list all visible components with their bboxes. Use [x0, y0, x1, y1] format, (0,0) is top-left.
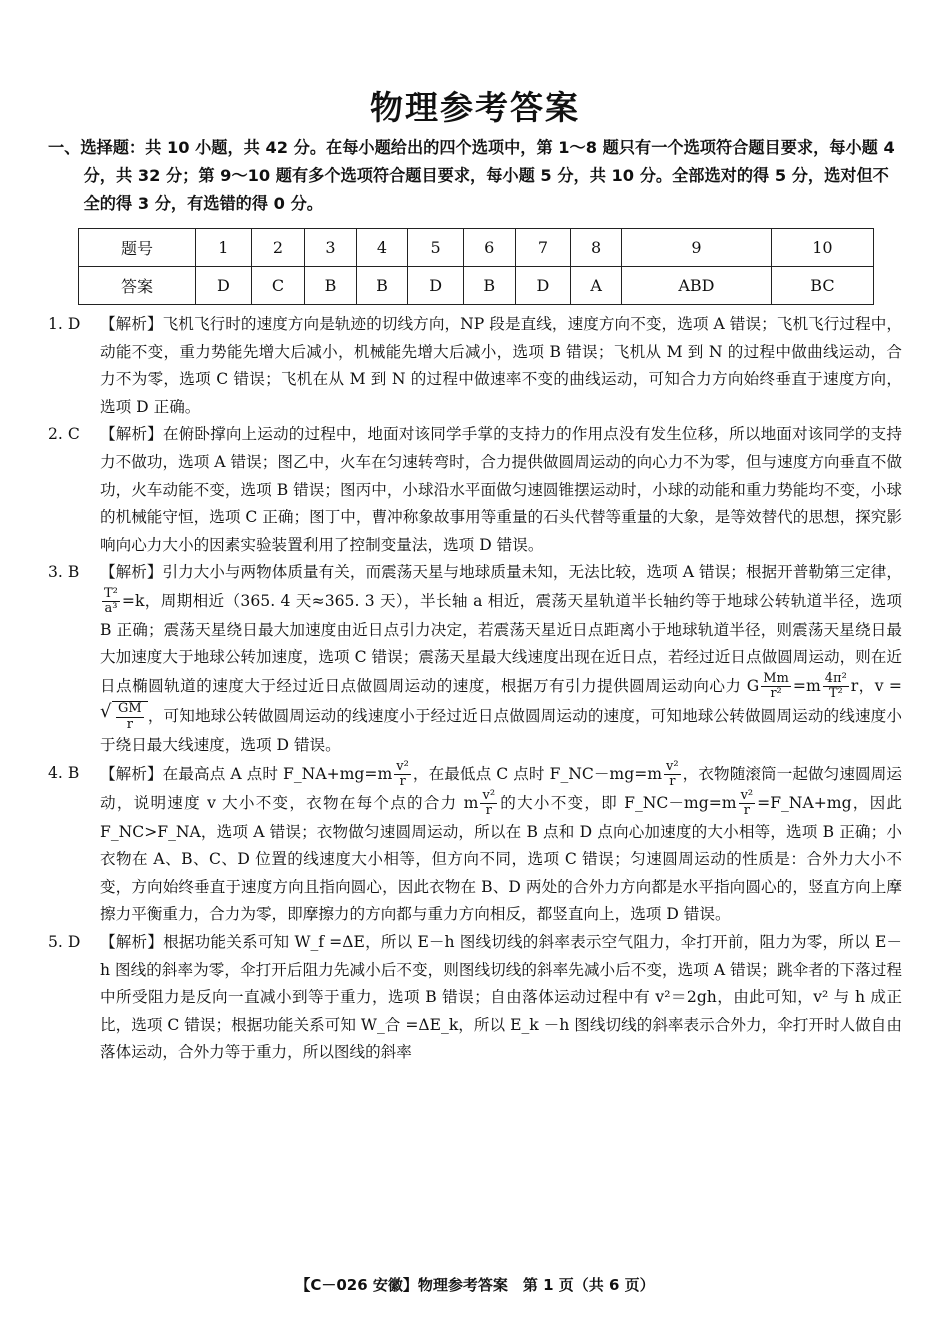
table-cell: 1	[196, 229, 252, 267]
item-text: 【解析】根据功能关系可知 W_f =ΔE，所以 E－h 图线切线的斜率表示空气阻力，伞打开前，阻力为零，所以 E－h 图线的斜率为零，伞打开后阻力先减小后不变，则图线切线的斜率先减小后不变，选项 A 错误；跳伞者的下落过程中所受阻力是反向一直减小到等于重力，选项 B 错误；自由落体运动过程中有 v²＝2gh，由此可知，v² 与 h 成正比，选项 C 错误；根据功能关系可知 W_合 =ΔE_k，所以 E_k －h 图线切线的斜率表示合外力，伞打开时人做自由落体运动，合外力等于重力，所以图线的斜率	[100, 933, 902, 1062]
item-text: 【解析】引力大小与两物体质量有关，而震荡天星与地球质量未知，无法比较，选项 A 错误；根据开普勒第三定律，	[100, 563, 902, 582]
sqrt-expression	[112, 701, 148, 732]
item-number: 3. B	[48, 563, 80, 582]
fraction	[664, 760, 681, 790]
item-text: 【解析】在俯卧撑向上运动的过程中，地面对该同学手掌的支持力的作用点没有发生位移，所以地面对该同学的支持力不做功，选项 A 错误；图乙中，火车在匀速转弯时，合力提供做圆周运动的向心力不为零，但与速度方向垂直不做功，火车动能不变，选项 B 错误；图丙中，小球沿水平面做匀速圆锥摆运动时，小球的动能和重力势能均不变，小球的机械能守恒，选项 C 正确；图丁中，曹冲称象故事用等重量的石头代替等重量的大象，是等效替代的思想，探究影响向心力大小的因素实验装置利用了控制变量法，选项 D 错误。	[100, 425, 902, 554]
fraction-denominator: r	[399, 773, 406, 789]
fraction	[394, 760, 411, 790]
fraction	[739, 789, 756, 819]
table-cell: BC	[771, 267, 873, 305]
fraction-denominator: r	[485, 803, 492, 819]
fraction-denominator: T²	[828, 686, 843, 702]
item-text: =m	[792, 676, 821, 695]
fraction-denominator: a³	[104, 601, 118, 617]
explanation-item-4	[48, 760, 902, 930]
explanation-list	[48, 311, 902, 1067]
table-cell: D	[408, 267, 464, 305]
fraction-numerator: v²	[482, 788, 496, 804]
item-text: =k，周期相近（365. 4 天≈365. 3 天），半长轴 a 相近，震荡天星轨道半长轴约等于地球公转轨道半径，选项 B 正确；震荡天星绕日最大加速度由近日点引力决定，若震荡天星近日点距离小于地球轨道半径，则震荡天星绕日最大加速度大于地球公转加速度，选项 C 错误；震荡天星最大线速度出现在近日点，若经过近日点做圆周运动，则在近日点椭圆轨道的速度大于经过近日点做圆周运动的速度，根据万有引力提供圆周运动向心力 G	[100, 591, 902, 695]
table-cell: B	[464, 267, 516, 305]
item-number: 1. D	[48, 315, 81, 333]
table-cell: 3	[305, 229, 357, 267]
table-cell: B	[356, 267, 408, 305]
table-header-number: 题号	[79, 229, 196, 267]
explanation-item-3	[48, 559, 902, 759]
fraction-numerator: v²	[396, 758, 409, 774]
table-cell: A	[571, 267, 622, 305]
table-cell: D	[515, 267, 571, 305]
table-cell: 2	[251, 229, 304, 267]
table-cell: C	[251, 267, 304, 305]
item-text: r，v =	[850, 676, 902, 695]
table-cell: B	[305, 267, 357, 305]
fraction-numerator: T²	[104, 585, 118, 601]
answer-table	[78, 228, 874, 305]
fraction-numerator: v²	[740, 788, 754, 804]
page-footer: 【C－026 安徽】物理参考答案 第 1 页（共 6 页）	[295, 1276, 655, 1294]
table-cell: D	[196, 267, 252, 305]
table-cell: 6	[464, 229, 516, 267]
item-text: ，在最低点 C 点时 F_NC－mg=m	[412, 764, 663, 783]
fraction-gravity	[761, 672, 791, 702]
table-header-answer: 答案	[79, 267, 196, 305]
fraction-numerator: Mm	[763, 670, 789, 686]
explanation-item-2	[48, 421, 902, 559]
table-cell: 5	[408, 229, 464, 267]
page-title: 物理参考答案	[370, 88, 580, 127]
section-heading	[48, 134, 902, 218]
item-number: 2. C	[48, 425, 80, 444]
table-cell: 9	[621, 229, 771, 267]
fraction-numerator: 4π²	[824, 670, 847, 686]
item-text: ，衣物随滚筒一起做匀速圆周运动，说明速度 v 大小不变，衣物在每个点的合力 m	[100, 764, 902, 812]
table-cell: ABD	[621, 267, 771, 305]
explanation-item-5	[48, 929, 902, 1067]
fraction-kepler	[102, 587, 120, 617]
table-row-numbers	[79, 229, 874, 267]
item-text: 的大小不变，即 F_NC－mg=m	[499, 793, 737, 812]
table-cell: 4	[356, 229, 408, 267]
section-heading-text: 一、选择题：共 10 小题，共 42 分。在每小题给出的四个选项中，第 1～8 题只有一个选项符合题目要求，每小题 4 分，共 32 分；第 9～10 题有多个选项符合题目要求，每小题 5 分，共 10 分。全部选对的得 5 分，选对但不全的得 3 分，有选错的得 0 分。	[48, 138, 895, 213]
fraction	[480, 789, 497, 819]
fraction-numerator: √ GM	[118, 701, 142, 717]
item-text: 【解析】飞机飞行时的速度方向是轨迹的切线方向，NP 段是直线，速度方向不变，选项 A 错误；飞机飞行过程中，动能不变，重力势能先增大后减小，机械能先增大后减小，选项 B 错误；飞机从 M 到 N 的过程中做曲线运动，合力不为零，选项 C 错误；飞机在从 M 到 N 的过程中做速率不变的曲线运动，可知合力方向始终垂直于速度方向，选项 D 正确。	[100, 315, 902, 416]
table-cell: 8	[571, 229, 622, 267]
fraction-centripetal	[823, 672, 849, 702]
fraction-numerator: v²	[666, 758, 679, 774]
item-text: ，可知地球公转做圆周运动的线速度小于经过近日点做圆周运动的速度，可知地球公转做圆周运动的线速度小于绕日最大线速度，选项 D 错误。	[100, 707, 902, 754]
table-row-answers	[79, 267, 874, 305]
explanation-item-1	[48, 311, 902, 421]
item-number: 4. B	[48, 763, 80, 782]
fraction-velocity	[116, 702, 144, 732]
fraction-denominator: r²	[770, 686, 782, 702]
fraction-denominator: r	[743, 803, 750, 819]
fraction-denominator: r	[126, 716, 133, 732]
item-text: =F_NA+mg，因此 F_NC>F_NA，选项 A 错误；衣物做匀速圆周运动，所以在 B 点和 D 点向心加速度的大小相等，选项 B 正确；小衣物在 A、B、C、D 位置的线速度大小相等，但方向不同，选项 C 错误；匀速圆周运动的性质是：合外力大小不变，方向始终垂直于速度方向且指向圆心，因此衣物在 B、D 两处的合外力方向都是水平指向圆心的，竖直方向上摩擦力平衡重力，合力为零，即摩擦力的方向都与重力方向相反，都竖直向上，选项 D 错误。	[100, 793, 902, 924]
item-number: 5. D	[48, 933, 81, 952]
item-text: 【解析】在最高点 A 点时 F_NA+mg=m	[100, 764, 393, 783]
table-cell: 10	[771, 229, 873, 267]
fraction-denominator: r	[669, 773, 676, 789]
table-cell: 7	[515, 229, 571, 267]
